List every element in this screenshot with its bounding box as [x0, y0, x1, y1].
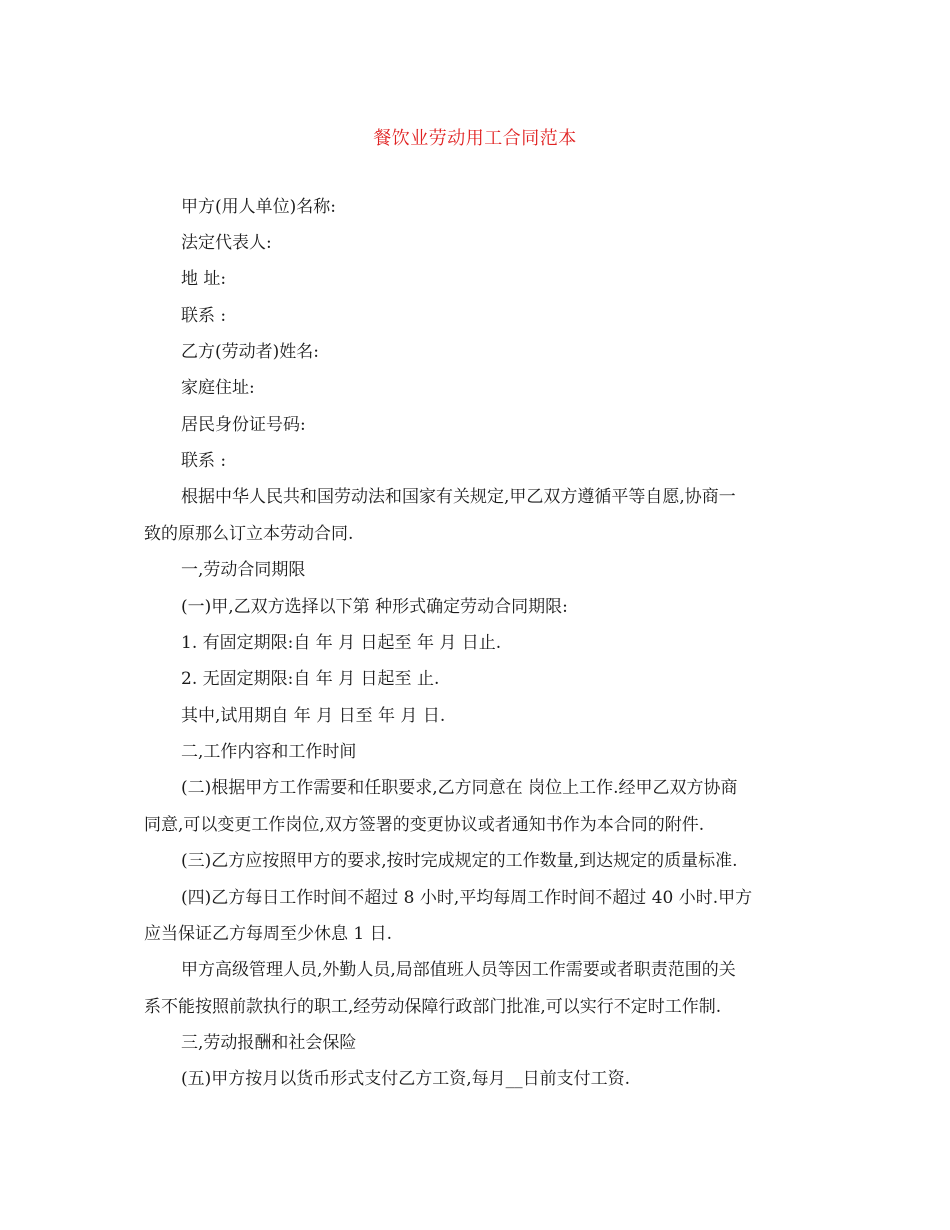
- address-line: 地 址:: [181, 269, 227, 289]
- preamble-line-1: 根据中华人民共和国劳动法和国家有关规定,甲乙双方遵循平等自愿,协商一: [181, 487, 736, 507]
- section-2-heading: 二,工作内容和工作时间: [181, 742, 357, 762]
- clause-2-line-1: (二)根据甲方工作需要和任职要求,乙方同意在 岗位上工作.经甲乙双方协商: [181, 778, 738, 798]
- special-hours-line-1: 甲方高级管理人员,外勤人员,局部值班人员等因工作需要或者职责范围的关: [181, 960, 736, 980]
- legal-representative-line: 法定代表人:: [181, 233, 272, 253]
- clause-5-line: (五)甲方按月以货币形式支付乙方工资,每月__日前支付工资.: [181, 1069, 631, 1089]
- probation-line: 其中,试用期自 年 月 日至 年 月 日.: [181, 706, 446, 726]
- section-1-heading: 一,劳动合同期限: [181, 560, 306, 580]
- clause-4-line-2: 应当保证乙方每周至少休息 1 日.: [144, 924, 393, 944]
- clause-4-line-1: (四)乙方每日工作时间不超过 8 小时,平均每周工作时间不超过 40 小时.甲方: [181, 888, 753, 908]
- document-title: 餐饮业劳动用工合同范本: [373, 128, 577, 149]
- clause-3-line: (三)乙方应按照甲方的要求,按时完成规定的工作数量,到达规定的质量标准.: [181, 851, 738, 871]
- id-number-line: 居民身份证号码:: [181, 415, 306, 435]
- preamble-line-2: 致的原那么订立本劳动合同.: [144, 524, 354, 544]
- section-3-heading: 三,劳动报酬和社会保险: [181, 1033, 357, 1053]
- fixed-term-line: 1. 有固定期限:自 年 月 日起至 年 月 日止.: [181, 633, 502, 653]
- party-b-contact-line: 联系 :: [181, 451, 227, 471]
- party-b-name-line: 乙方(劳动者)姓名:: [181, 342, 319, 362]
- special-hours-line-2: 系不能按照前款执行的职工,经劳动保障行政部门批准,可以实行不定时工作制.: [144, 997, 722, 1017]
- party-a-name-line: 甲方(用人单位)名称:: [181, 197, 336, 217]
- home-address-line: 家庭住址:: [181, 378, 255, 398]
- clause-2-line-2: 同意,可以变更工作岗位,双方签署的变更协议或者通知书作为本合同的附件.: [144, 815, 705, 835]
- clause-1-line: (一)甲,乙双方选择以下第 种形式确定劳动合同期限:: [181, 597, 568, 617]
- open-term-line: 2. 无固定期限:自 年 月 日起至 止.: [181, 669, 440, 689]
- party-a-contact-line: 联系 :: [181, 306, 227, 326]
